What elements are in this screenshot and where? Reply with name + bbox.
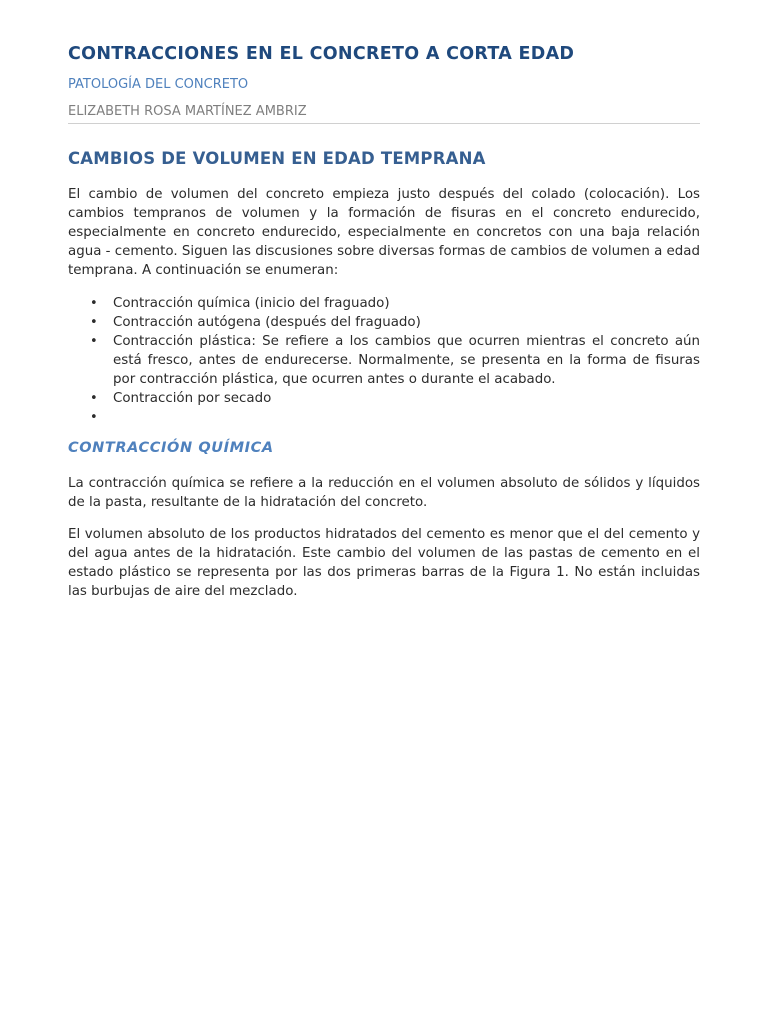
list-item-text: Contracción plástica: Se refiere a los cambios que ocurren mientras el concreto aún está fresco, antes de endurecerse. Normalmente, se presenta en la forma de fisuras por contracción plástica, que ocurren antes o durante el acabado. — [113, 334, 700, 387]
list-item — [68, 294, 700, 313]
header-divider — [68, 123, 700, 124]
list-item-text: Contracción autógena (después del fraguado) — [113, 315, 421, 330]
document-author: ELIZABETH ROSA MARTÍNEZ AMBRIZ — [68, 104, 307, 119]
definition-paragraph: La contracción química se refiere a la reducción en el volumen absoluto de sólidos y líquidos de la pasta, resultante de la hidratación del concreto. — [68, 476, 700, 510]
bullet-icon: • — [90, 391, 98, 406]
volume-paragraph: El volumen absoluto de los productos hidratados del cemento es menor que el del cemento y del agua antes de la hidratación. Este cambio del volumen de las pastas de cemento en el estado plástico se representa por las dos primeras barras de la Figura 1. No están incluidas las burbujas de aire del mezclado. — [68, 527, 700, 599]
list-item — [68, 408, 700, 427]
list-item — [68, 389, 700, 408]
intro-paragraph: El cambio de volumen del concreto empieza justo después del colado (colocación). Los cambios tempranos de volumen y la formación de fisuras en el concreto endurecido, especialmente en concreto endurecido, especialmente en concretos con una baja relación agua - cemento. Siguen las discusiones sobre diversas formas de cambios de volumen a edad temprana. A continuación se enumeran: — [68, 187, 700, 278]
document-subtitle: PATOLOGÍA DEL CONCRETO — [68, 77, 249, 92]
bullet-icon: • — [90, 410, 98, 425]
section-heading: CAMBIOS DE VOLUMEN EN EDAD TEMPRANA — [68, 149, 486, 168]
list-item-text: Contracción química (inicio del fraguado) — [113, 296, 390, 311]
list-item — [68, 313, 700, 332]
bullet-icon: • — [90, 334, 98, 349]
list-item-text: Contracción por secado — [113, 391, 272, 406]
bullet-icon: • — [90, 296, 98, 311]
document-title: CONTRACCIONES EN EL CONCRETO A CORTA EDAD — [68, 44, 575, 64]
shrinkage-types-list — [68, 294, 700, 427]
list-item — [68, 332, 700, 389]
bullet-icon: • — [90, 315, 98, 330]
subsection-heading: CONTRACCIÓN QUÍMICA — [68, 440, 274, 456]
